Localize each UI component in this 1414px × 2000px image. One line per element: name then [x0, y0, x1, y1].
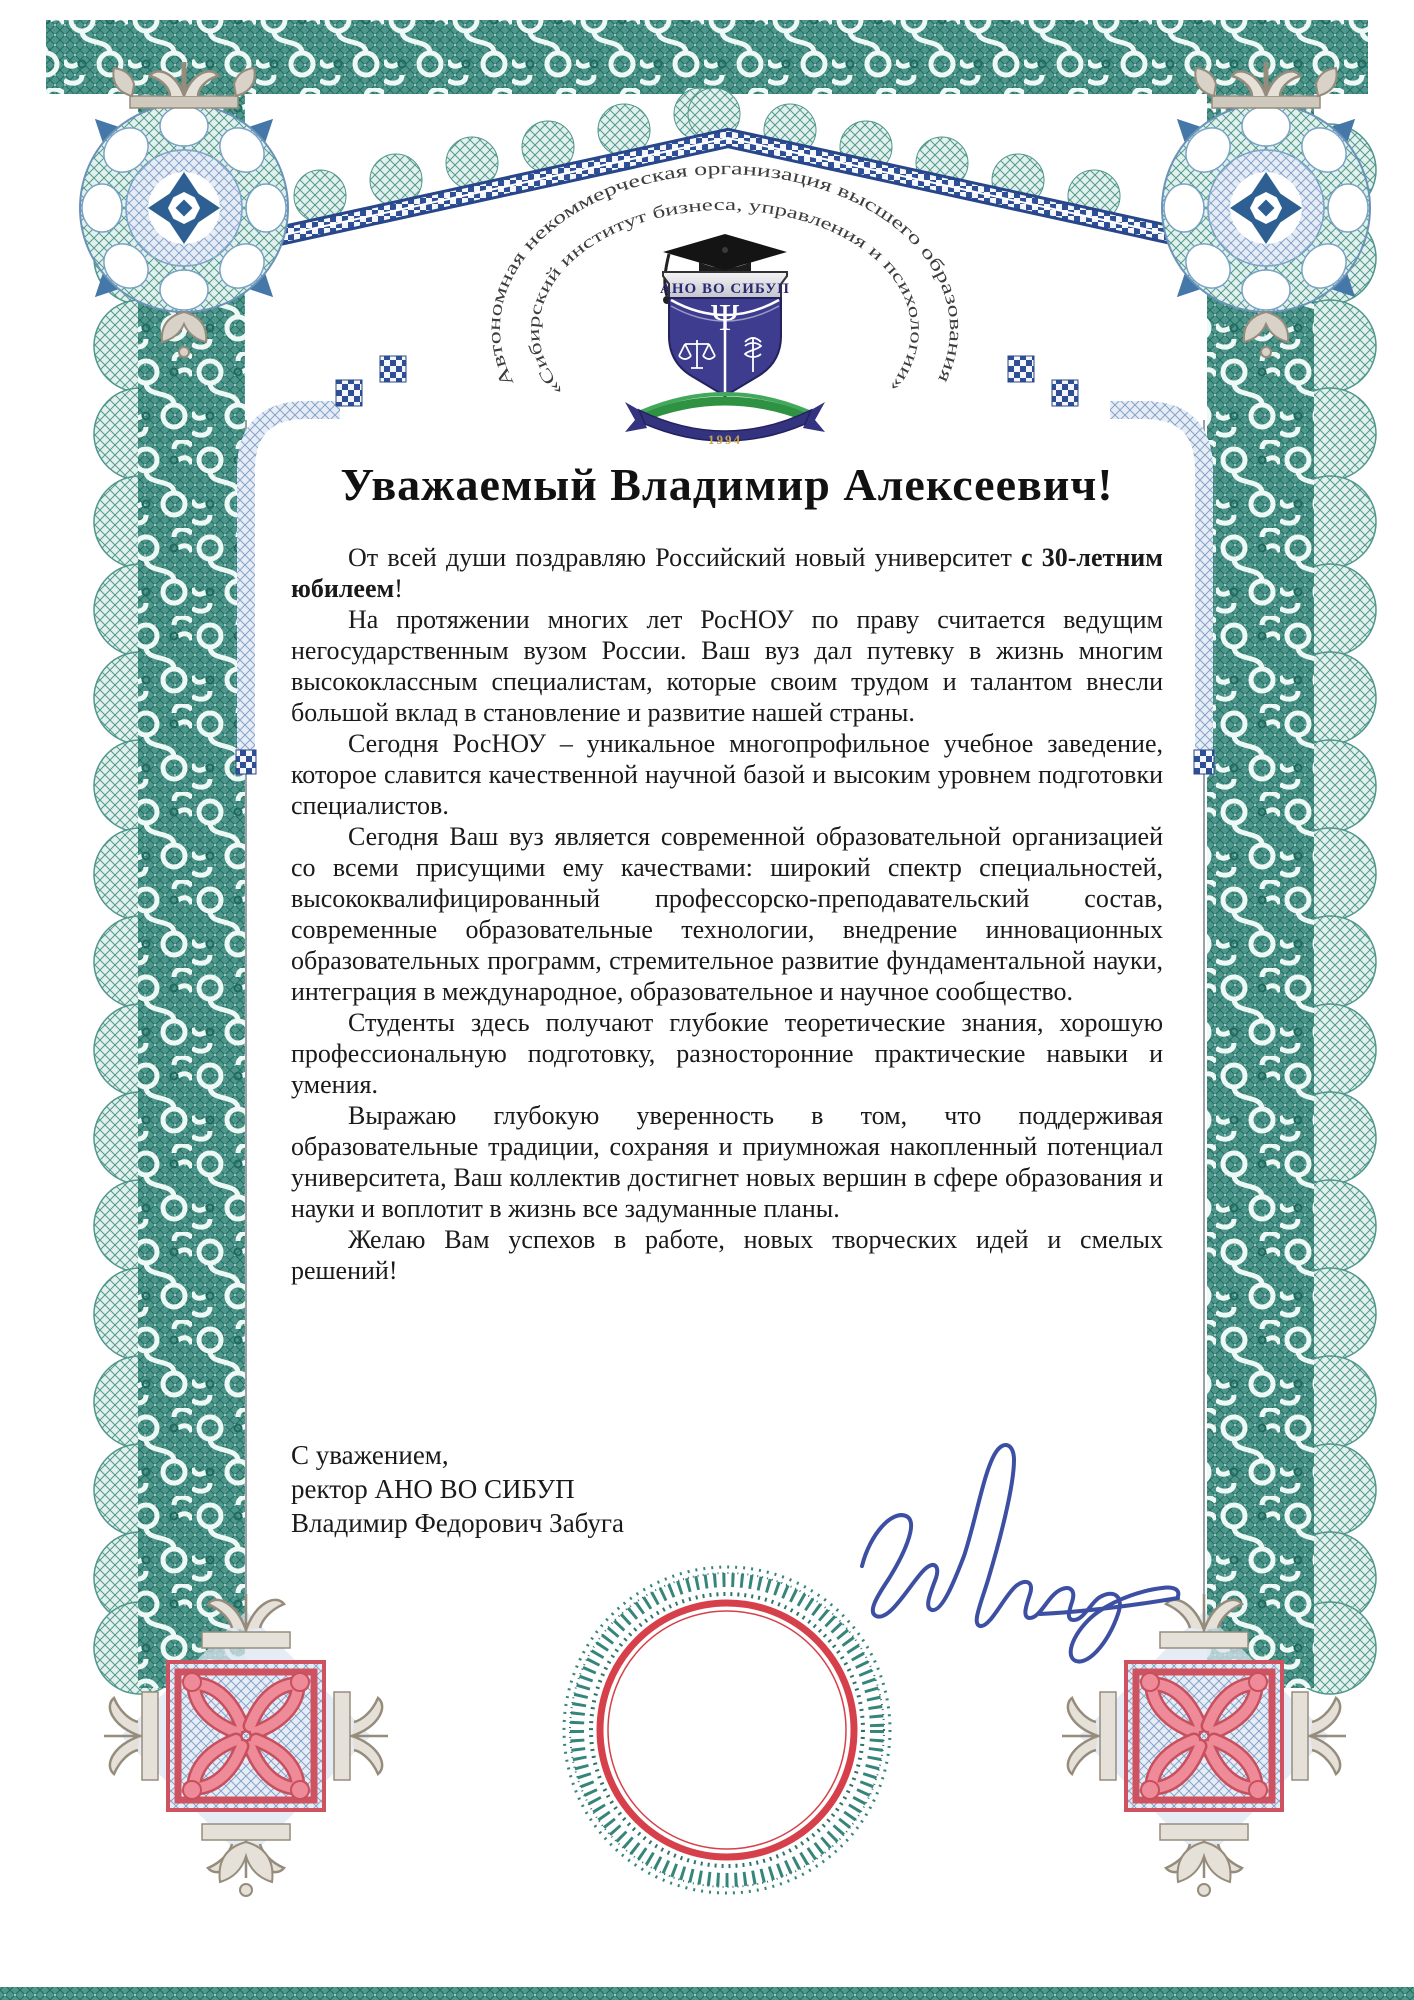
paragraph: Выражаю глубокую уверенность в том, что поддерживая образовательные традиции, сохраняя и приумножая накопленный потенциал университета, Ваш коллектив достигнет новых вершин в сфере образования и науки и воплотит в жизнь все задуманные планы. — [291, 1101, 1163, 1223]
paragraph: Желаю Вам успехов в работе, новых творческих идей и смелых решений! — [291, 1225, 1163, 1285]
emblem-arc-outer-text: Автономная некоммерческая организация высшего образования — [483, 158, 967, 390]
paragraph: Сегодня РосНОУ – уникальное многопрофильное учебное заведение, которое славится качественной научной базой и высоким уровнем подготовки специалистов. — [291, 729, 1163, 820]
emblem-arc-inner-text: «Сибирский институт бизнеса, управления и психологии» — [523, 194, 927, 400]
paragraph: Студенты здесь получают глубокие теоретические знания, хорошую профессиональную подготовку, разносторонние практические навыки и умения. — [291, 1008, 1163, 1099]
closing-name: Владимир Федорович Забуга — [291, 1508, 624, 1538]
signature-block — [291, 1438, 991, 1540]
paragraph-greeting — [291, 542, 1163, 604]
founding-year: 1994 — [708, 432, 742, 447]
letter-body — [291, 542, 1163, 1286]
paragraph: Сегодня Ваш вуз является современной образовательной организацией со всеми присущими ему качествами: широкий спектр специальностей, высококвалифицированный профессорско-преподавательский состав, современные образовательные технологии, внедрение инновационных образовательных программ, стремительное развитие фундаментальной науки, интеграция в международное, образовательное и научное сообщество. — [291, 822, 1163, 1006]
paragraph-greeting-lead: От всей души поздравляю Российский новый университет — [348, 543, 1022, 572]
paragraph-greeting-bold: с 30-летним юбилеем — [291, 543, 1163, 603]
paragraph: На протяжении многих лет РосНОУ по праву считается ведущим негосударственным вузом России. Ваш вуз дал путевку в жизнь многим высококлассным специалистам, которые своим трудом и талантом внесли большой вклад в становление и развитие нашей страны. — [291, 605, 1163, 727]
closing-position: ректор АНО ВО СИБУП — [291, 1474, 575, 1504]
closing-salutation: С уважением, — [291, 1440, 449, 1470]
shield-label: АНО ВО СИБУП — [660, 281, 790, 297]
psi-symbol: Ψ — [710, 297, 740, 339]
letter-title: Уважаемый Владимир Алексеевич! — [340, 459, 1114, 510]
paragraph-greeting-tail: ! — [394, 574, 403, 603]
